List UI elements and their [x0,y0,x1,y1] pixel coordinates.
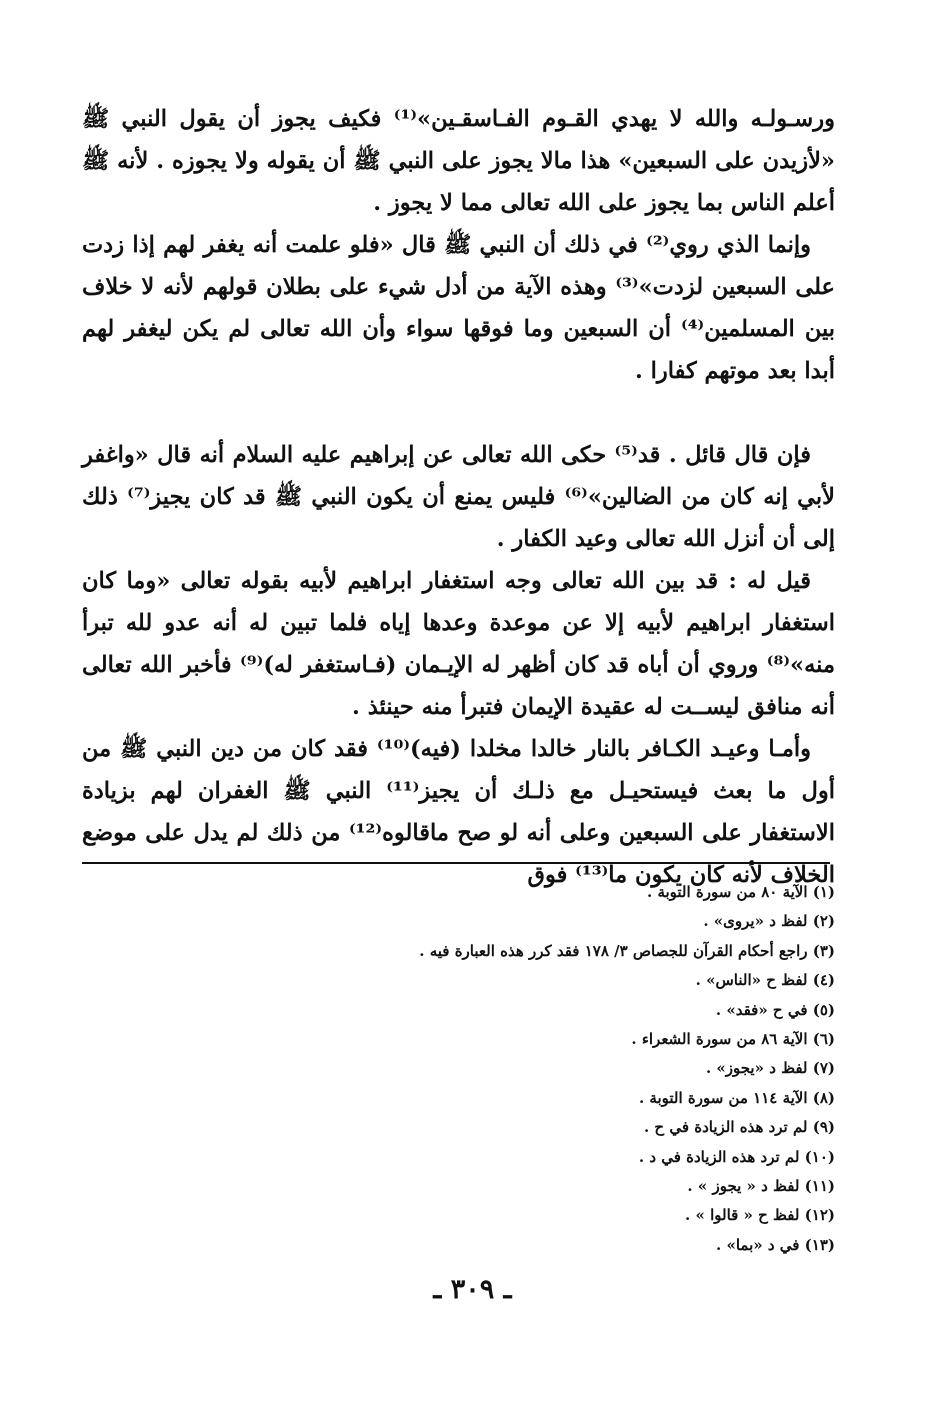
footnote: (١١) لفظ د « يجوز » . [687,1177,835,1196]
footnote: (١) الآية ٨٠ من سورة التوبة . [647,883,835,901]
footnote: (١٣) في د «بما» . [716,1235,835,1254]
main-text [82,98,835,896]
footnote: (٧) لفظ د «يجوز» . [705,1059,835,1078]
paragraph: وأمـا وعيـد الكـافر بالنار خالدا مخلدا (فيه)⁽¹⁰⁾ فقد كان من دين النبي ﷺ من أول ما بعث فيستحيـل مع ذلـك أن يجيز⁽¹¹⁾ النبي ﷺ الغفران لهم بزيادة الاستغفار على السبعين وعلى أنه لو صح ماقالوه⁽¹²⁾ من ذلك لم يدل على موضع الخلاف لأنه كان يكون ما⁽¹³⁾ فوق [82,736,835,888]
paragraph-gap [82,392,835,434]
footnote: (٣) راجع أحكام القرآن للجصاص ٣/ ١٧٨ فقد كرر هذه العبارة فيه . [419,941,835,960]
footnote-divider [82,862,830,864]
paragraph: وإنما الذي روي⁽²⁾ في ذلك أن النبي ﷺ قال «فلو علمت أنه يغفر لهم إذا زدت على السبعين لزدت»⁽³⁾ وهذه الآية من أدل شيء على بطلان قولهم لأنه لا خلاف بين المسلمين⁽⁴⁾ أن السبعين وما فوقها سواء وأن الله تعالى لم يكن ليغفر لهم أبدا بعد موتهم كفارا . [82,232,835,384]
footnote: (٥) في ح «فقد» . [715,1000,835,1019]
paragraph: فإن قال قائل . قد⁽⁵⁾ حكى الله تعالى عن إبراهيم عليه السلام أنه قال «واغفر لأبي إنه كان من الضالين»⁽⁶⁾ فليس يمنع أن يكون النبي ﷺ قد كان يجيز⁽⁷⁾ ذلك إلى أن أنزل الله تعالى وعيد الكفار . [82,442,835,552]
footnote: (١٢) لفظ ح « قالوا » . [685,1206,835,1225]
paragraph: ورسـولـه والله لا يهدي القـوم الفـاسقـين»⁽¹⁾ فكيف يجوز أن يقول النبي ﷺ «لأزيدن على السبعين» هذا مالا يجوز على النبي ﷺ أن يقوله ولا يجوزه . لأنه ﷺ أعلم الناس بما يجوز على الله تعالى مما لا يجوز . [82,106,835,216]
footnote: (٨) الآية ١١٤ من سورة التوبة . [638,1088,835,1107]
footnote: (٦) الآية ٨٦ من سورة الشعراء . [631,1030,835,1049]
footnote: (١٠) لم ترد هذه الزيادة في د . [638,1147,835,1166]
page-number: ـ ٣٠٩ ـ [433,1274,512,1305]
footnote: (٢) لفظ د «يروى» . [703,912,835,931]
footnote: (٤) لفظ ح «الناس» . [695,971,835,990]
footnote: (٩) لم ترد هذه الزيادة في ح . [643,1118,835,1137]
paragraph: قيل له : قد بين الله تعالى وجه استغفار ابراهيم لأبيه بقوله تعالى «وما كان استغفار ابراهيم لأبيه إلا عن موعدة وعدها إياه فلما تبين له أنه عدو لله تبرأ منه»⁽⁸⁾ وروي أن أباه قد كان أظهر له الإيـمان (فـاستغفر له)⁽⁹⁾ فأخبر الله تعالى أنه منافق ليســت له عقيدة الإيمان فتبرأ منه حينئذ . [82,568,836,720]
footnotes-list [82,878,835,1260]
